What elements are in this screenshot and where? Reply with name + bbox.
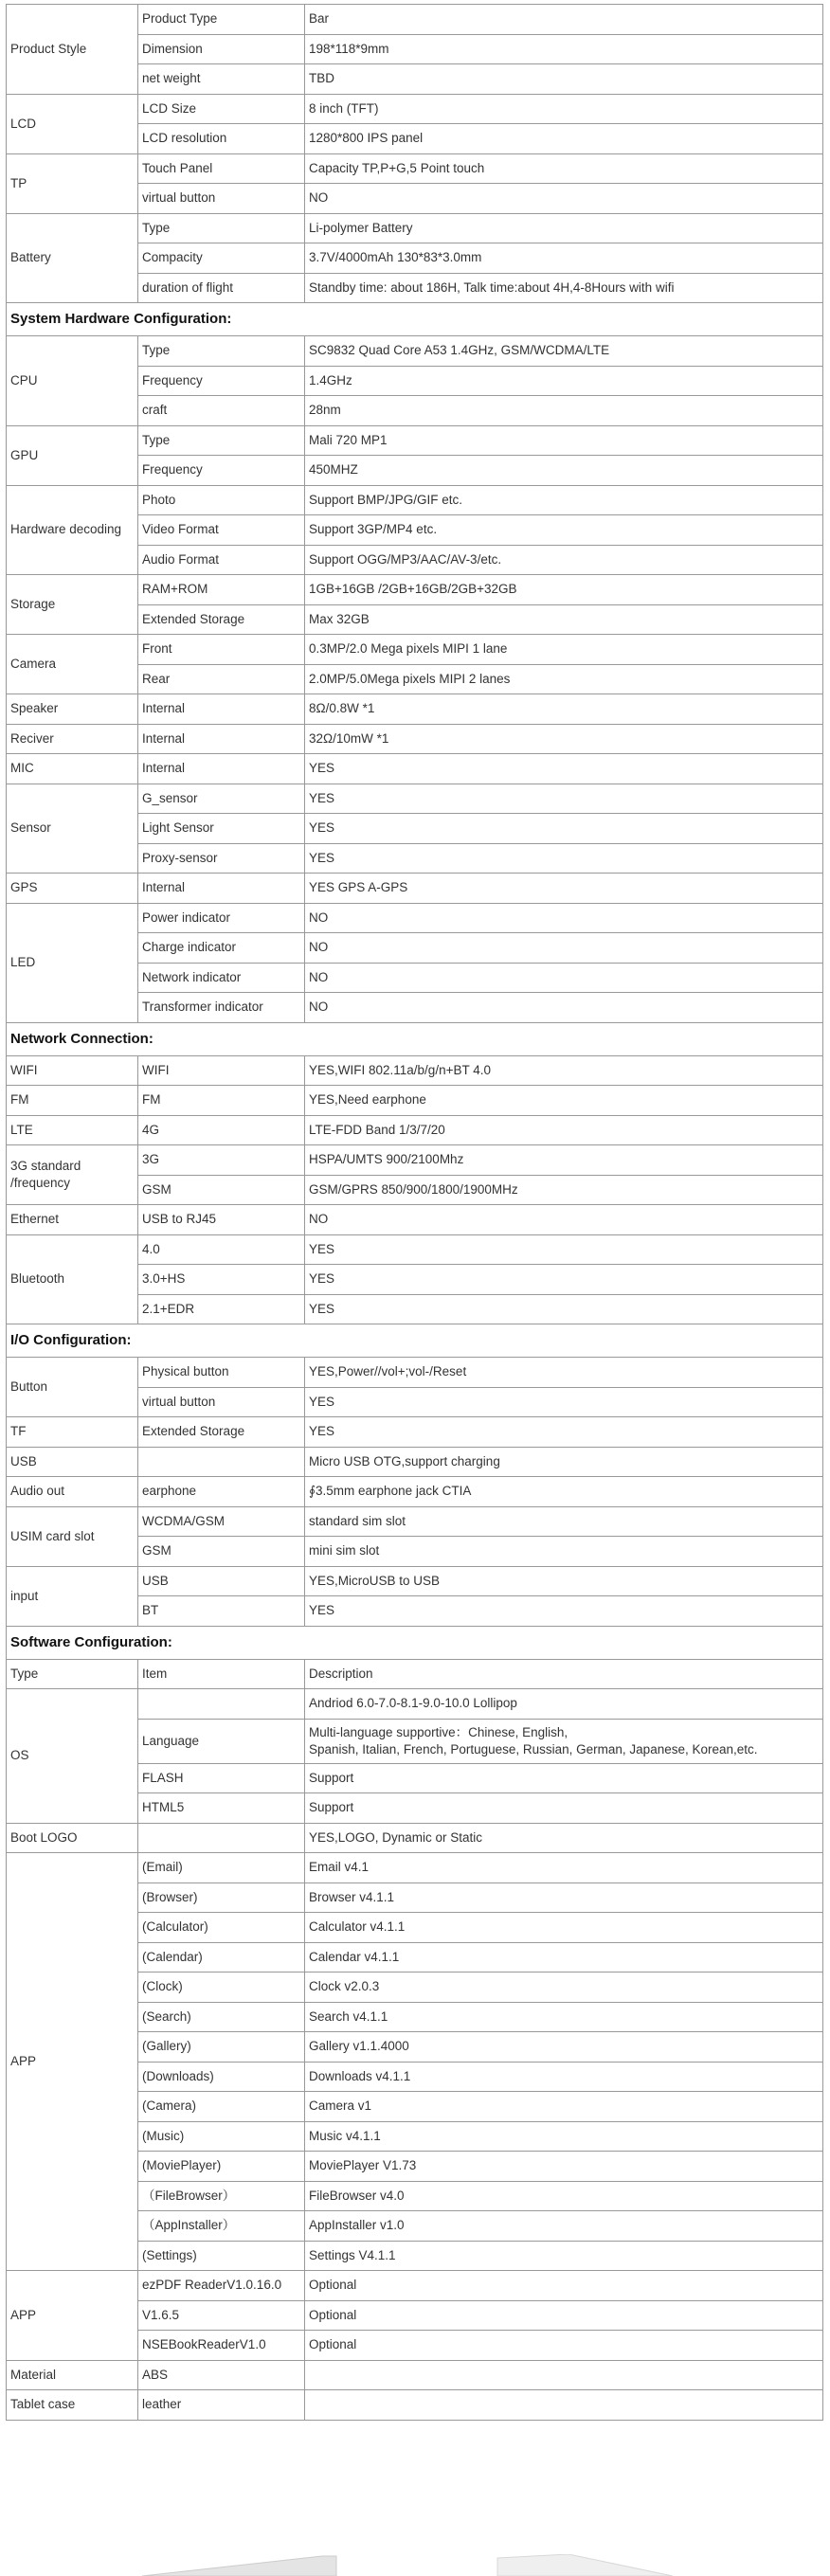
spec-key: Power indicator bbox=[138, 903, 305, 933]
spec-key: Product Type bbox=[138, 5, 305, 35]
spec-key: Touch Panel bbox=[138, 153, 305, 184]
spec-row bbox=[7, 2360, 823, 2390]
spec-key: 2.1+EDR bbox=[138, 1294, 305, 1324]
spec-key: (Search) bbox=[138, 2002, 305, 2032]
spec-value: YES bbox=[305, 1294, 823, 1324]
spec-value: Capacity TP,P+G,5 Point touch bbox=[305, 153, 823, 184]
group-boot-logo: Boot LOGO bbox=[7, 1823, 138, 1853]
group-reciver: Reciver bbox=[7, 724, 138, 754]
spec-value: Music v4.1.1 bbox=[305, 2121, 823, 2152]
spec-value-line: Spanish, Italian, French, Portuguese, Russian, German, Japanese, Korean,etc. bbox=[309, 1741, 758, 1756]
spec-key: Light Sensor bbox=[138, 814, 305, 844]
spec-key: WCDMA/GSM bbox=[138, 1506, 305, 1537]
spec-value: Li-polymer Battery bbox=[305, 213, 823, 243]
spec-key: （FileBrowser） bbox=[138, 2181, 305, 2211]
group-lcd: LCD bbox=[7, 94, 138, 153]
spec-value: NO bbox=[305, 933, 823, 964]
spec-key: duration of flight bbox=[138, 273, 305, 303]
spec-key: 3.0+HS bbox=[138, 1265, 305, 1295]
spec-value: YES bbox=[305, 814, 823, 844]
spec-row bbox=[7, 5, 823, 35]
spec-value: YES,LOGO, Dynamic or Static bbox=[305, 1823, 823, 1853]
spec-key: （AppInstaller） bbox=[138, 2211, 305, 2242]
spec-key: Proxy-sensor bbox=[138, 843, 305, 874]
spec-value: NO bbox=[305, 963, 823, 993]
spec-value: YES GPS A-GPS bbox=[305, 874, 823, 904]
group-input: input bbox=[7, 1566, 138, 1626]
spec-key: ABS bbox=[138, 2360, 305, 2390]
spec-row bbox=[7, 635, 823, 665]
spec-row bbox=[7, 1823, 823, 1853]
group-cpu: CPU bbox=[7, 336, 138, 426]
spec-value: 450MHZ bbox=[305, 456, 823, 486]
group-tablet-case: Tablet case bbox=[7, 2390, 138, 2421]
spec-key: USB bbox=[138, 1566, 305, 1596]
group-gpu: GPU bbox=[7, 425, 138, 485]
spec-value: NO bbox=[305, 1205, 823, 1235]
spec-row bbox=[7, 754, 823, 784]
group-bluetooth: Bluetooth bbox=[7, 1234, 138, 1324]
spec-value: Search v4.1.1 bbox=[305, 2002, 823, 2032]
spec-value: 8 inch (TFT) bbox=[305, 94, 823, 124]
group-3g-standard-frequency: 3G standard /frequency bbox=[7, 1145, 138, 1205]
group-battery: Battery bbox=[7, 213, 138, 303]
spec-key: (Downloads) bbox=[138, 2062, 305, 2092]
spec-value: Mali 720 MP1 bbox=[305, 425, 823, 456]
group-audio-out: Audio out bbox=[7, 1477, 138, 1507]
spec-key: Front bbox=[138, 635, 305, 665]
spec-value: 198*118*9mm bbox=[305, 34, 823, 64]
spec-value: FileBrowser v4.0 bbox=[305, 2181, 823, 2211]
spec-key: Extended Storage bbox=[138, 1417, 305, 1448]
spec-value: Downloads v4.1.1 bbox=[305, 2062, 823, 2092]
spec-key: Type bbox=[138, 213, 305, 243]
spec-value: TBD bbox=[305, 64, 823, 95]
spec-value: YES bbox=[305, 1265, 823, 1295]
spec-value: Support bbox=[305, 1793, 823, 1824]
spec-value: Email v4.1 bbox=[305, 1853, 823, 1883]
spec-key bbox=[138, 1689, 305, 1720]
group-camera: Camera bbox=[7, 635, 138, 694]
group-button: Button bbox=[7, 1358, 138, 1417]
product-image-left bbox=[133, 2554, 341, 2576]
spec-key: Internal bbox=[138, 754, 305, 784]
group-hardware-decoding: Hardware decoding bbox=[7, 485, 138, 575]
group-mic: MIC bbox=[7, 754, 138, 784]
spec-table-body bbox=[7, 5, 823, 2421]
spec-key: Language bbox=[138, 1719, 305, 1763]
spec-value: Optional bbox=[305, 2300, 823, 2331]
spec-key: NSEBookReaderV1.0 bbox=[138, 2331, 305, 2361]
spec-row bbox=[7, 1689, 823, 1720]
spec-value: 2.0MP/5.0Mega pixels MIPI 2 lanes bbox=[305, 664, 823, 694]
spec-value: 1280*800 IPS panel bbox=[305, 124, 823, 154]
spec-value-line: Multi-language supportive：Chinese, English, bbox=[309, 1724, 568, 1739]
spec-row bbox=[7, 1506, 823, 1537]
spec-value: YES bbox=[305, 1596, 823, 1627]
spec-value bbox=[305, 2360, 823, 2390]
group-tp: TP bbox=[7, 153, 138, 213]
spec-value: AppInstaller v1.0 bbox=[305, 2211, 823, 2242]
spec-value: YES bbox=[305, 1387, 823, 1417]
spec-key: 3G bbox=[138, 1145, 305, 1176]
group-usb: USB bbox=[7, 1447, 138, 1477]
spec-key bbox=[138, 1823, 305, 1853]
spec-value: Camera v1 bbox=[305, 2092, 823, 2122]
spec-value: MoviePlayer V1.73 bbox=[305, 2152, 823, 2182]
spec-key: Transformer indicator bbox=[138, 993, 305, 1023]
section-header-row bbox=[7, 303, 823, 336]
spec-value: Browser v4.1.1 bbox=[305, 1882, 823, 1913]
spec-row bbox=[7, 1566, 823, 1596]
spec-key: Type bbox=[138, 336, 305, 367]
spec-row bbox=[7, 724, 823, 754]
spec-value: Gallery v1.1.4000 bbox=[305, 2032, 823, 2063]
spec-key: Physical button bbox=[138, 1358, 305, 1388]
section-title: System Hardware Configuration: bbox=[7, 303, 823, 336]
group-product-style: Product Style bbox=[7, 5, 138, 95]
spec-value: YES bbox=[305, 754, 823, 784]
spec-value: 28nm bbox=[305, 396, 823, 426]
spec-row bbox=[7, 2390, 823, 2421]
group-led: LED bbox=[7, 903, 138, 1022]
group-fm: FM bbox=[7, 1086, 138, 1116]
group-usim-card-slot: USIM card slot bbox=[7, 1506, 138, 1566]
spec-key: (Calculator) bbox=[138, 1913, 305, 1943]
spec-value: Settings V4.1.1 bbox=[305, 2241, 823, 2271]
spec-key: Photo bbox=[138, 485, 305, 515]
spec-key: Frequency bbox=[138, 456, 305, 486]
spec-value: HSPA/UMTS 900/2100Mhz bbox=[305, 1145, 823, 1176]
spec-key: USB to RJ45 bbox=[138, 1205, 305, 1235]
spec-value: mini sim slot bbox=[305, 1537, 823, 1567]
spec-row bbox=[7, 94, 823, 124]
product-image-right bbox=[493, 2554, 682, 2576]
spec-value: standard sim slot bbox=[305, 1506, 823, 1537]
spec-row bbox=[7, 1853, 823, 1883]
spec-value bbox=[305, 2390, 823, 2421]
spec-row bbox=[7, 1234, 823, 1265]
spec-key: Audio Format bbox=[138, 545, 305, 575]
spec-value: YES bbox=[305, 784, 823, 814]
spec-value: SC9832 Quad Core A53 1.4GHz, GSM/WCDMA/LTE bbox=[305, 336, 823, 367]
spec-value: Description bbox=[305, 1659, 823, 1689]
section-header-row bbox=[7, 1626, 823, 1659]
spec-value: Optional bbox=[305, 2271, 823, 2301]
spec-value: NO bbox=[305, 184, 823, 214]
group-tf: TF bbox=[7, 1417, 138, 1448]
spec-value: GSM/GPRS 850/900/1800/1900MHz bbox=[305, 1175, 823, 1205]
spec-value: YES bbox=[305, 843, 823, 874]
spec-row bbox=[7, 1086, 823, 1116]
spec-value: NO bbox=[305, 903, 823, 933]
spec-value: Andriod 6.0-7.0-8.1-9.0-10.0 Lollipop bbox=[305, 1689, 823, 1720]
spec-value: 8Ω/0.8W *1 bbox=[305, 694, 823, 725]
spec-key: Internal bbox=[138, 694, 305, 725]
section-title: Network Connection: bbox=[7, 1022, 823, 1055]
spec-key: (Email) bbox=[138, 1853, 305, 1883]
group-os: OS bbox=[7, 1689, 138, 1824]
spec-row bbox=[7, 784, 823, 814]
spec-value: 3.7V/4000mAh 130*83*3.0mm bbox=[305, 243, 823, 274]
spec-key: Compacity bbox=[138, 243, 305, 274]
spec-key: GSM bbox=[138, 1537, 305, 1567]
spec-row bbox=[7, 1358, 823, 1388]
spec-key: craft bbox=[138, 396, 305, 426]
group-lte: LTE bbox=[7, 1115, 138, 1145]
spec-key: V1.6.5 bbox=[138, 2300, 305, 2331]
spec-value: YES,MicroUSB to USB bbox=[305, 1566, 823, 1596]
spec-key: leather bbox=[138, 2390, 305, 2421]
group-storage: Storage bbox=[7, 575, 138, 635]
spec-key bbox=[138, 1447, 305, 1477]
spec-key: LCD resolution bbox=[138, 124, 305, 154]
spec-value: Support 3GP/MP4 etc. bbox=[305, 515, 823, 546]
group-gps: GPS bbox=[7, 874, 138, 904]
spec-key: Rear bbox=[138, 664, 305, 694]
spec-key: Dimension bbox=[138, 34, 305, 64]
section-title: Software Configuration: bbox=[7, 1626, 823, 1659]
spec-key: (Gallery) bbox=[138, 2032, 305, 2063]
spec-value: LTE-FDD Band 1/3/7/20 bbox=[305, 1115, 823, 1145]
spec-value: YES bbox=[305, 1417, 823, 1448]
spec-value: NO bbox=[305, 993, 823, 1023]
spec-key: (Settings) bbox=[138, 2241, 305, 2271]
spec-key: Network indicator bbox=[138, 963, 305, 993]
spec-row bbox=[7, 425, 823, 456]
spec-key: net weight bbox=[138, 64, 305, 95]
group-sensor: Sensor bbox=[7, 784, 138, 874]
spec-key: Internal bbox=[138, 724, 305, 754]
spec-key: Extended Storage bbox=[138, 604, 305, 635]
spec-key: Type bbox=[138, 425, 305, 456]
spec-value bbox=[305, 1719, 823, 1763]
spec-key: (MoviePlayer) bbox=[138, 2152, 305, 2182]
spec-value: Clock v2.0.3 bbox=[305, 1973, 823, 2003]
spec-value: Calendar v4.1.1 bbox=[305, 1942, 823, 1973]
spec-key: FM bbox=[138, 1086, 305, 1116]
spec-row bbox=[7, 1659, 823, 1689]
spec-value: Calculator v4.1.1 bbox=[305, 1913, 823, 1943]
spec-row bbox=[7, 1417, 823, 1448]
spec-row bbox=[7, 1205, 823, 1235]
group-app: APP bbox=[7, 1853, 138, 2271]
spec-row bbox=[7, 213, 823, 243]
spec-key: RAM+ROM bbox=[138, 575, 305, 605]
spec-key: FLASH bbox=[138, 1763, 305, 1793]
spec-value: 32Ω/10mW *1 bbox=[305, 724, 823, 754]
spec-key: WIFI bbox=[138, 1055, 305, 1086]
spec-key: (Browser) bbox=[138, 1882, 305, 1913]
spec-row bbox=[7, 575, 823, 605]
group-material: Material bbox=[7, 2360, 138, 2390]
spec-table bbox=[6, 4, 823, 2421]
spec-row bbox=[7, 874, 823, 904]
spec-value: Optional bbox=[305, 2331, 823, 2361]
spec-value: YES,WIFI 802.11a/b/g/n+BT 4.0 bbox=[305, 1055, 823, 1086]
section-header-row bbox=[7, 1022, 823, 1055]
spec-value: 0.3MP/2.0 Mega pixels MIPI 1 lane bbox=[305, 635, 823, 665]
spec-row bbox=[7, 2271, 823, 2301]
spec-value: 1.4GHz bbox=[305, 366, 823, 396]
spec-key: HTML5 bbox=[138, 1793, 305, 1824]
spec-value: YES,Power//vol+;vol-/Reset bbox=[305, 1358, 823, 1388]
spec-value: YES,Need earphone bbox=[305, 1086, 823, 1116]
spec-key: ezPDF ReaderV1.0.16.0 bbox=[138, 2271, 305, 2301]
spec-key: 4.0 bbox=[138, 1234, 305, 1265]
spec-value: Micro USB OTG,support charging bbox=[305, 1447, 823, 1477]
spec-row bbox=[7, 694, 823, 725]
spec-value: YES bbox=[305, 1234, 823, 1265]
spec-key: LCD Size bbox=[138, 94, 305, 124]
section-title: I/O Configuration: bbox=[7, 1324, 823, 1358]
spec-key: Item bbox=[138, 1659, 305, 1689]
spec-key: Frequency bbox=[138, 366, 305, 396]
spec-key: earphone bbox=[138, 1477, 305, 1507]
spec-row bbox=[7, 1477, 823, 1507]
spec-row bbox=[7, 1115, 823, 1145]
spec-key: 4G bbox=[138, 1115, 305, 1145]
spec-value: Support BMP/JPG/GIF etc. bbox=[305, 485, 823, 515]
spec-key: BT bbox=[138, 1596, 305, 1627]
spec-row bbox=[7, 485, 823, 515]
spec-value: 1GB+16GB /2GB+16GB/2GB+32GB bbox=[305, 575, 823, 605]
spec-key: Video Format bbox=[138, 515, 305, 546]
group-type: Type bbox=[7, 1659, 138, 1689]
section-header-row bbox=[7, 1324, 823, 1358]
spec-row bbox=[7, 1145, 823, 1176]
spec-value: ∮3.5mm earphone jack CTIA bbox=[305, 1477, 823, 1507]
spec-value: Standby time: about 186H, Talk time:about 4H,4-8Hours with wifi bbox=[305, 273, 823, 303]
group-app: APP bbox=[7, 2271, 138, 2361]
spec-row bbox=[7, 903, 823, 933]
spec-key: Charge indicator bbox=[138, 933, 305, 964]
group-wifi: WIFI bbox=[7, 1055, 138, 1086]
spec-value: Support bbox=[305, 1763, 823, 1793]
spec-key: G_sensor bbox=[138, 784, 305, 814]
spec-value: Bar bbox=[305, 5, 823, 35]
spec-key: virtual button bbox=[138, 184, 305, 214]
group-speaker: Speaker bbox=[7, 694, 138, 725]
spec-key: (Camera) bbox=[138, 2092, 305, 2122]
spec-key: Internal bbox=[138, 874, 305, 904]
spec-key: GSM bbox=[138, 1175, 305, 1205]
spec-row bbox=[7, 153, 823, 184]
spec-value: Support OGG/MP3/AAC/AV-3/etc. bbox=[305, 545, 823, 575]
spec-value: Max 32GB bbox=[305, 604, 823, 635]
group-ethernet: Ethernet bbox=[7, 1205, 138, 1235]
spec-key: virtual button bbox=[138, 1387, 305, 1417]
spec-row bbox=[7, 1447, 823, 1477]
spec-key: (Clock) bbox=[138, 1973, 305, 2003]
spec-row bbox=[7, 336, 823, 367]
spec-key: (Calendar) bbox=[138, 1942, 305, 1973]
spec-row bbox=[7, 1055, 823, 1086]
spec-key: (Music) bbox=[138, 2121, 305, 2152]
